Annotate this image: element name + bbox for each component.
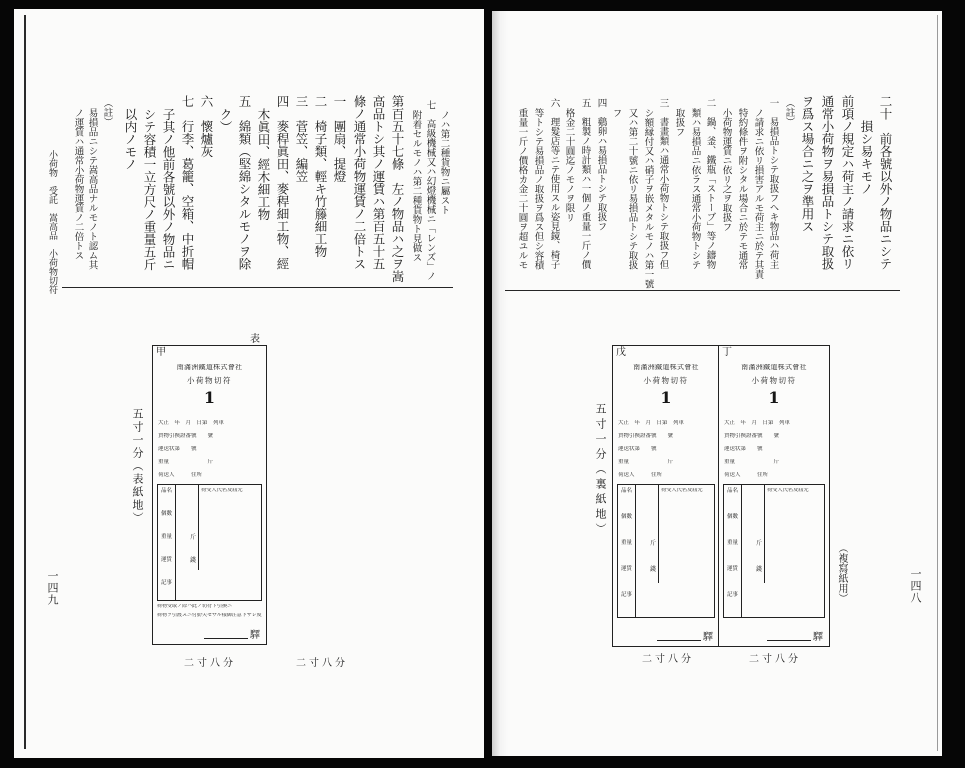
row-label: 品名 — [160, 488, 172, 494]
unit-label: 斤 — [756, 540, 763, 547]
row-label: 重量 — [160, 534, 172, 540]
station-signature — [767, 633, 823, 643]
body-text-column: 七 行李、葛籠、空箱、中折帽 — [180, 95, 195, 270]
body-text-column: 四 麥稈眞田、麥稈細工物、經 — [275, 95, 290, 270]
ticket-field-line: 重量 斤 — [724, 459, 780, 465]
company-name: 南滿洲鐵道株式會社 — [741, 364, 807, 371]
ticket-number: 1 — [660, 388, 672, 407]
ticket-title: 小荷物切符 — [187, 376, 232, 385]
ticket-mark: 丁 — [722, 347, 732, 358]
row-label: 記事 — [160, 580, 172, 586]
page-number: 一四八 — [909, 568, 922, 604]
row-label-column — [158, 485, 176, 600]
note-text-column: ノハ第二種貨物ニ屬スト — [438, 109, 450, 214]
note-text-column: 取扱フ — [673, 107, 685, 136]
unit-label: 斤 — [650, 540, 657, 547]
ticket-field-line: 荷送人 住所 — [158, 472, 214, 478]
body-text-column: 三 菅笠、編笠 — [294, 95, 309, 183]
running-header: 小荷物 受託 嵩高品 小荷物切符 — [47, 150, 57, 294]
note-text-column: ノ運賃ハ通常小荷物運賃ノ二倍トス — [72, 107, 84, 260]
ticket-field-line: 運送状第 號 — [158, 446, 197, 452]
page-number: 一四九 — [46, 570, 59, 606]
value-column-divider — [198, 485, 199, 570]
note-text-column: 五 粗製ノ時計類ハ一個ノ重量一斤ノ價 — [579, 98, 591, 269]
note-text-column: 格金二十圓迄ノモノヲ限リ — [563, 107, 575, 222]
body-text-column: 第百五十七條 左ノ物品ハ之ヲ嵩 — [390, 95, 405, 283]
ticket-field-line: 運送状第 號 — [618, 446, 657, 452]
station-signature — [657, 633, 713, 643]
page-edge — [937, 15, 938, 751]
body-text-column: 木眞田、經木細工物 — [256, 107, 271, 220]
station-signature-line — [657, 640, 701, 641]
note-text-column: 二 鍋、釜、鐵瓶「ストーブ」等ノ鑄物 — [704, 98, 716, 269]
row-label: 記事 — [620, 592, 632, 598]
ticket-field-line: 重量 斤 — [158, 459, 214, 465]
row-label: 個數 — [620, 514, 632, 520]
body-text-column: ヲ爲ス場合ニ之ヲ準用ス — [800, 95, 815, 233]
row-label-column — [618, 485, 636, 617]
note-text-column: （註） — [783, 98, 795, 127]
ticket-width-label: 二寸八分 — [296, 658, 348, 669]
ticket-field-line: 重量 斤 — [618, 459, 674, 465]
station-signature-line — [767, 640, 811, 641]
ticket-number: 1 — [203, 388, 216, 407]
row-label: 重量 — [726, 540, 738, 546]
body-text-column: 子其ノ他前各號以外ノ物品ニ — [161, 107, 176, 270]
company-name: 南滿洲鐵道株式會社 — [176, 364, 243, 371]
value-column-divider — [658, 485, 659, 583]
parcel-ticket — [718, 345, 830, 647]
value-column-divider — [764, 485, 765, 583]
body-text-column: 條ノ通常小荷物運賃ノ二倍トス — [352, 95, 367, 270]
note-text-column: フ — [610, 107, 622, 117]
note-text-column: 特約條件ヲ附シタル場合ニ於テモ通常 — [736, 107, 748, 269]
paper-type-label: （複寫紙用） — [836, 543, 847, 603]
consignment-box — [157, 484, 262, 601]
row-label: 運賃 — [620, 566, 632, 572]
note-text-column: （註） — [101, 98, 113, 127]
body-text-column: 通常小荷物ヲ易損品トシテ取扱 — [820, 95, 835, 270]
ticket-field-line: 大正 年 月 日第 列車 — [724, 420, 791, 426]
row-label: 重量 — [620, 540, 632, 546]
ticket-mark: 戊 — [616, 347, 626, 358]
note-text-column: 七 高級機械又ハ幻燈機械ニ「レンズ」ノ — [424, 100, 436, 281]
note-text-column: 六 理髮店等ニテ使用スル姿見鏡、椅子 — [548, 98, 560, 269]
company-name: 南滿洲鐵道株式會社 — [633, 364, 699, 371]
row-label: 個數 — [726, 514, 738, 520]
ticket-field-line: 荷送人 住所 — [724, 472, 780, 478]
body-text-column: シテ容積一立方尺ノ重量五斤 — [142, 107, 157, 270]
ticket-field-line: 大正 年 月 日第 列車 — [618, 420, 685, 426]
note-text-column: 易損品ニシテ嵩高品ナルモノト認ム其 — [86, 107, 98, 269]
body-text-column: 六 懷爐灰 — [199, 95, 214, 158]
ticket-field-line: 荷送人 住所 — [618, 472, 674, 478]
row-label: 品名 — [726, 488, 738, 494]
row-label: 品名 — [620, 488, 632, 494]
ticket-mark: 甲 — [156, 347, 166, 358]
row-label: 個數 — [160, 511, 172, 517]
note-text-column: 三 書畫類ハ通常小荷物トシテ取扱フ但 — [657, 98, 669, 269]
row-label: 運賃 — [160, 557, 172, 563]
note-text-column: 又ハ第二十號ニ依リ易損品トシテ取扱 — [626, 107, 638, 269]
note-text-column: ノ請求ニ依リ損害アルモ荷主ニ於テ其責 — [752, 107, 764, 279]
ticket-field-line: 貨物引換證番號 號 — [724, 433, 780, 439]
station-label: 驛 — [703, 632, 713, 643]
ticket-number: 1 — [768, 388, 780, 407]
consignment-box — [723, 484, 825, 618]
station-label: 驛 — [250, 630, 260, 641]
unit-label: 錢 — [190, 557, 197, 564]
left-page — [14, 9, 484, 758]
station-label: 驛 — [813, 632, 823, 643]
body-text-column: 以内ノモノ — [123, 107, 138, 170]
consignment-box — [617, 484, 715, 618]
ticket-field-line: 貨物引換證番號 號 — [158, 433, 214, 439]
note-text-column: 一 易損品トシテ取扱フヘキ物品ハ荷主 — [767, 98, 779, 269]
ticket-title: 小荷物切符 — [751, 376, 797, 385]
note-text-column: 附着セルモノハ第二種貨物ト見做ス — [410, 109, 422, 262]
ticket-field-line: 運送状第 號 — [724, 446, 763, 452]
parcel-ticket — [152, 345, 267, 645]
ticket-width-label: 二寸八分 — [749, 654, 801, 665]
ticket-height-label: 五寸一分（表紙地） — [131, 408, 144, 525]
body-text-column: 損シ易キモノ — [859, 120, 874, 195]
body-text-column: 一 團扇、提燈 — [332, 95, 347, 183]
body-text-column: 二 椅子類、輕キ竹籐細工物 — [313, 95, 328, 258]
note-text-column: 小荷物運賃ニ依リ之ヲ取扱フ — [720, 107, 732, 231]
section-separator — [505, 290, 900, 291]
body-text-column: 五 綿類（堅綿シタルモノヲ除 — [237, 95, 252, 270]
station-signature-line — [204, 638, 248, 639]
ticket-width-label: 二寸八分 — [184, 658, 236, 669]
right-page — [492, 11, 942, 756]
ticket-width-label: 二寸八分 — [642, 654, 694, 665]
row-label: 運賃 — [726, 566, 738, 572]
section-separator — [62, 287, 453, 288]
notice-text: 荷物ヲ引渡スニ付紛失セサル樣御注意下サレ度 — [157, 613, 262, 618]
note-text-column: シ額縁付又ハ硝子ヲ嵌メタルモノハ第一號 — [642, 107, 654, 288]
consignee-header: 荷受人氏名及屆先 — [661, 488, 703, 493]
note-text-column: 四 鷄卵ハ易損品トシテ取扱フ — [595, 98, 607, 231]
consignee-header: 荷受人氏名及屆先 — [201, 488, 243, 493]
consignee-header: 荷受人氏名及屆先 — [767, 488, 809, 493]
unit-label: 斤 — [190, 534, 197, 541]
unit-label: 錢 — [650, 566, 657, 573]
ticket-height-label: 五寸一分（裏紙地） — [594, 403, 607, 538]
parcel-ticket — [612, 345, 720, 647]
ticket-title: 小荷物切符 — [643, 376, 689, 385]
note-text-column: 重量一斤ノ價格カ金二十圓ヲ超ユルモ — [516, 107, 528, 269]
note-text-column: 類ハ易損品ニ依ラス通常小荷物トシテ — [689, 107, 701, 269]
unit-label: 錢 — [756, 566, 763, 573]
body-text-column: ク） — [218, 107, 233, 133]
row-label-column — [724, 485, 742, 617]
row-label: 記事 — [726, 592, 738, 598]
front-side-label: 表 — [250, 334, 263, 345]
body-text-column: 高品トシ其ノ運賃ハ第百五十五 — [371, 95, 386, 270]
ticket-field-line: 貨物引換證番號 號 — [618, 433, 674, 439]
note-text-column: 等トシテ易損品ノ取扱ヲ爲ス但シ容積 — [532, 107, 544, 269]
body-text-column: 二十 前各號以外ノ物品ニシテ — [878, 95, 893, 270]
station-signature — [204, 631, 260, 641]
body-text-column: 前項ノ規定ハ荷主ノ請求ニ依リ — [840, 95, 855, 270]
ticket-field-line: 大正 年 月 日第 列車 — [158, 420, 225, 426]
binding-edge-shadow — [24, 15, 26, 749]
notice-text: 荷物受取ノ際ハ此ノ切符ト引換ニ — [157, 604, 233, 609]
